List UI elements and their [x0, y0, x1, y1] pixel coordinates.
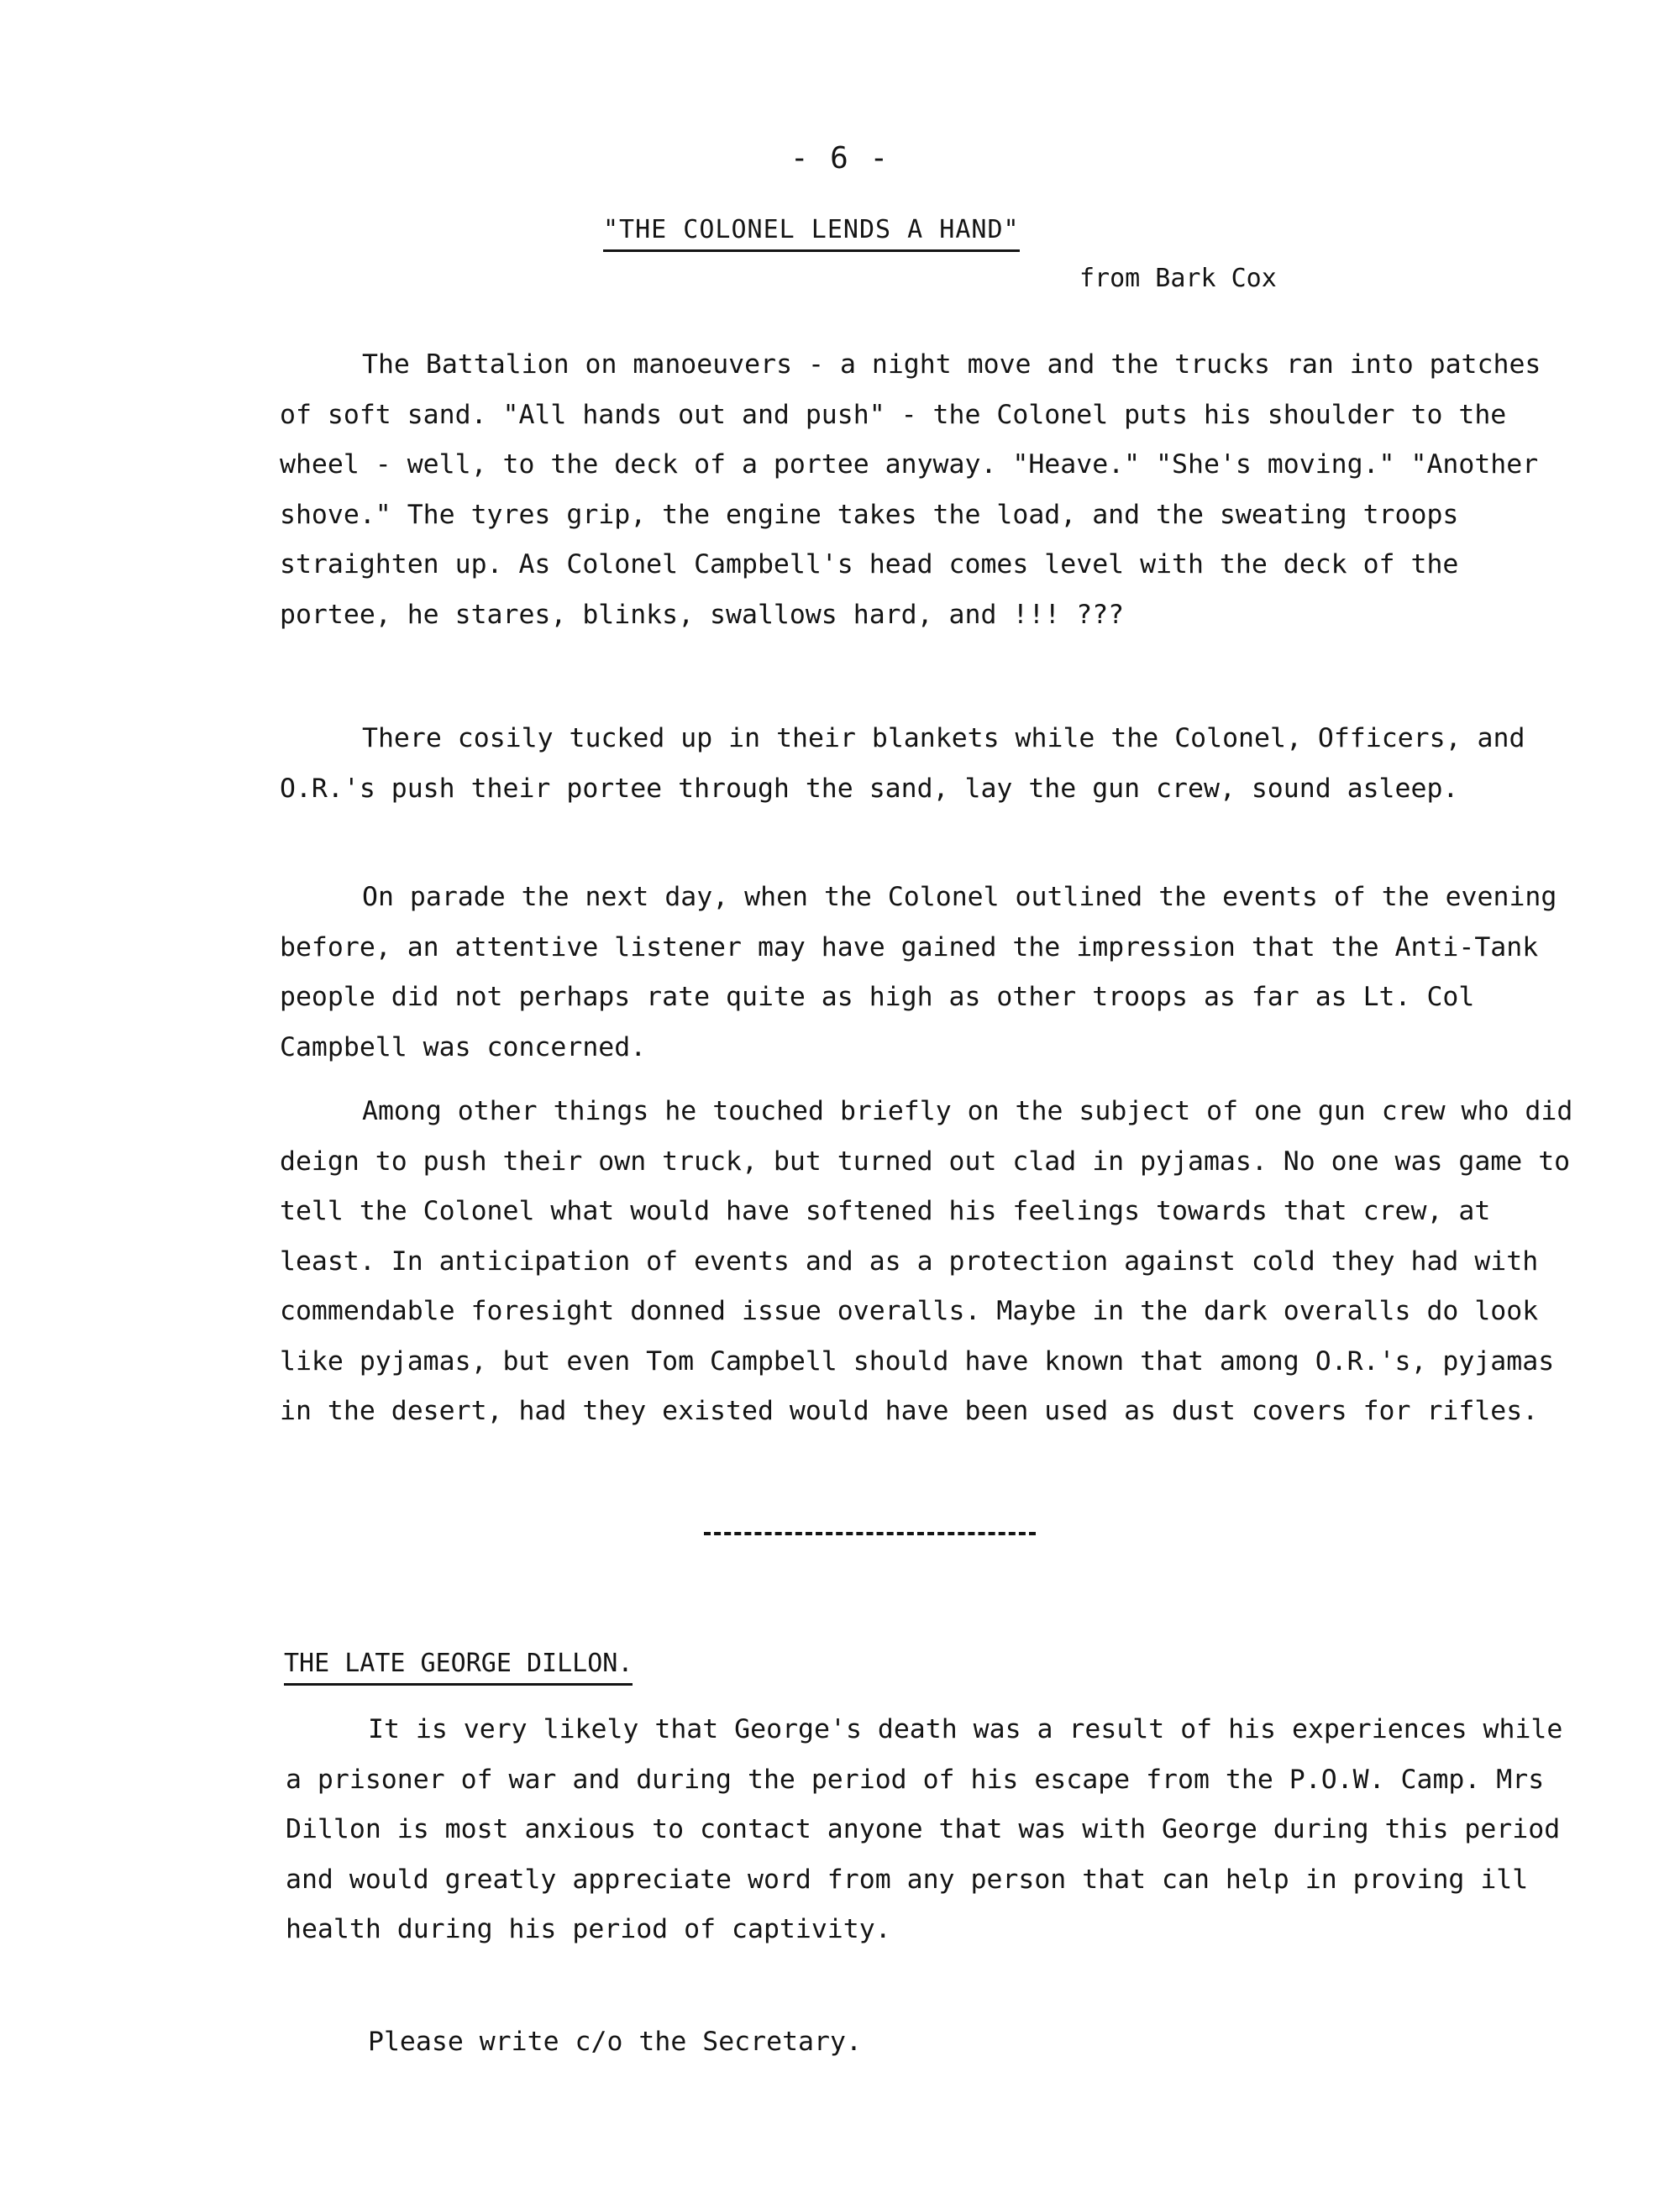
article-paragraph: The Battalion on manoeuvers - a night move and the trucks ran into patches of soft sand. "All hands out and push" - the Colonel puts his shoulder to the wheel - well, to the deck of a portee anyway. "Heave." "She's moving." "Another shove." The tyres grip, the engine takes the load, and the sweating troops straighten up. As Colonel Campbell's head comes level with the deck of the portee, he stares, blinks, swallows hard, and !!! ???	[280, 349, 1541, 630]
obituary-paragraph: Please write c/o the Secretary.	[368, 2027, 862, 2057]
article-paragraph: There cosily tucked up in their blankets while the Colonel, Officers, and O.R.'s push their portee through the sand, lay the gun crew, sound asleep.	[280, 723, 1525, 804]
obituary-heading: THE LATE GEORGE DILLON.	[284, 1649, 633, 1686]
article-paragraph: On parade the next day, when the Colonel outlined the events of the evening before, an attentive listener may have gained the impression that the Anti-Tank people did not perhaps rate quite as high as other troops as far as Lt. Col Campbell was concerned.	[280, 882, 1557, 1062]
section-divider	[704, 1532, 1036, 1535]
article-title: "THE COLONEL LENDS A HAND"	[603, 215, 1020, 252]
article-byline: from Bark Cox	[1079, 264, 1277, 293]
article-paragraph: Among other things he touched briefly on the subject of one gun crew who did deign to push their own truck, but turned out clad in pyjamas. No one was game to tell the Colonel what would have softened his feelings towards that crew, at least. In anticipation of events and as a protection against cold they had with commendable foresight donned issue overalls. Maybe in the dark overalls do look like pyjamas, but even Tom Campbell should have known that among O.R.'s, pyjamas in the desert, had they existed would have been used as dust covers for rifles.	[280, 1096, 1573, 1426]
obituary-paragraph: It is very likely that George's death was a result of his experiences while a prisoner of war and during the period of his escape from the P.O.W. Camp. Mrs Dillon is most anxious to contact anyone that was with George during this period and would greatly appreciate word from any person that can help in proving ill health during his period of captivity.	[286, 1714, 1563, 1944]
page-number: - 6 -	[790, 141, 890, 176]
